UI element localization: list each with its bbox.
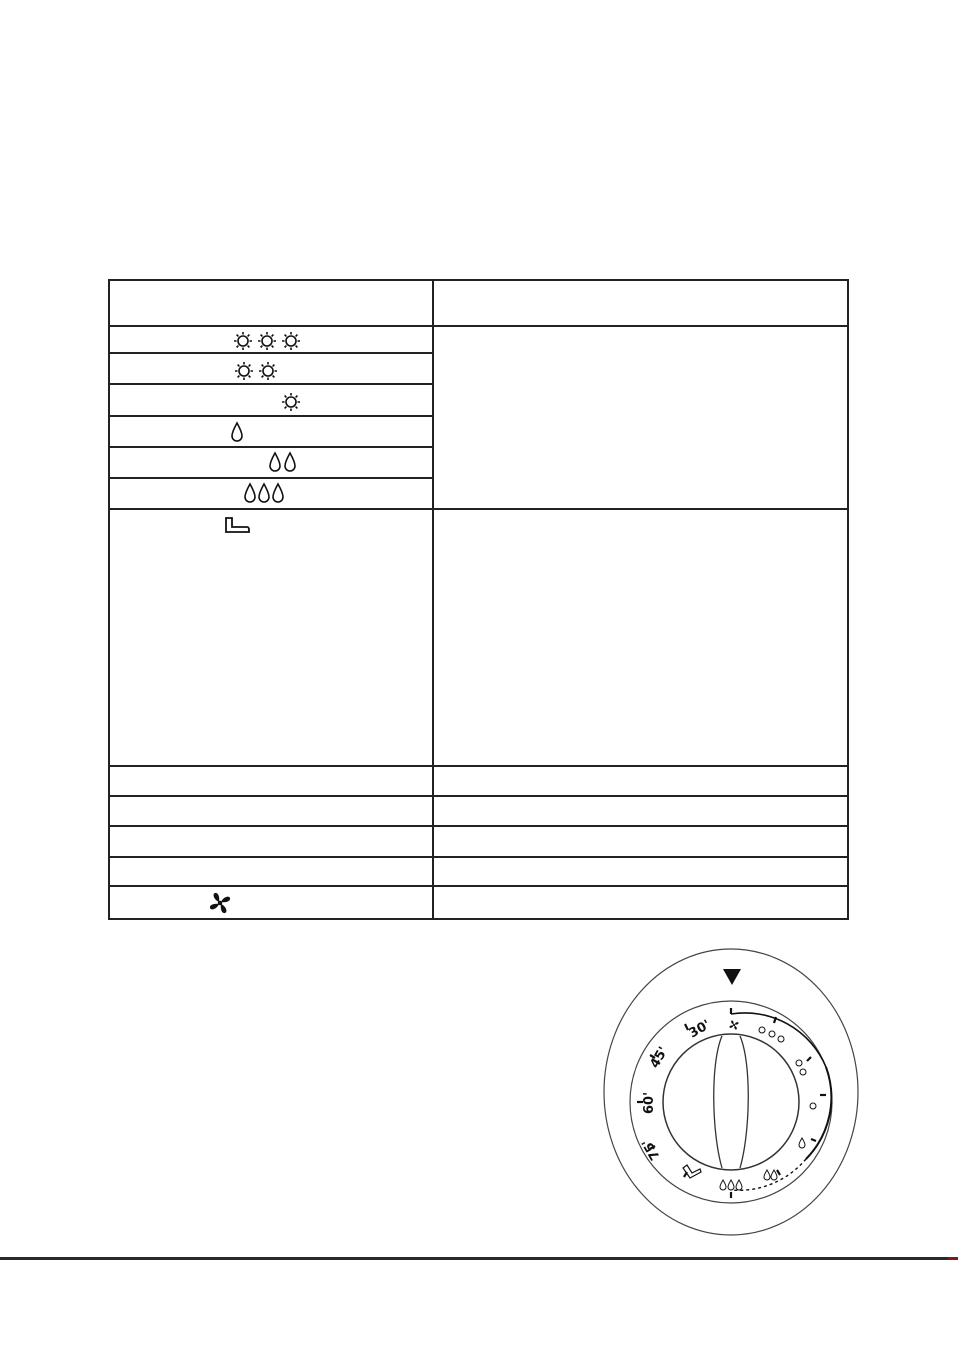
fan-icon [208, 891, 232, 915]
row-divider [110, 856, 847, 858]
row-divider [110, 765, 847, 767]
timer-dial [600, 944, 862, 1240]
row-divider [110, 825, 847, 827]
two-suns-icon [234, 361, 286, 381]
dial-time-label: 60' [642, 1091, 657, 1114]
row-divider [110, 383, 434, 385]
three-drops-icon [243, 482, 287, 504]
row-divider [110, 446, 434, 448]
one-sun-icon [281, 392, 301, 412]
dial-time-label: 45' [647, 1044, 672, 1071]
three-suns-icon [233, 331, 309, 351]
program-table [108, 279, 849, 920]
header-row-divider [110, 325, 847, 327]
two-drops-icon [268, 451, 298, 473]
column-divider [432, 281, 434, 918]
row-divider [110, 477, 434, 479]
row-divider [110, 885, 847, 887]
one-drop-icon [230, 421, 244, 443]
row-divider [110, 415, 434, 417]
dial-time-label: 30' [686, 1017, 714, 1042]
iron-icon [223, 515, 251, 535]
footer-rule-accent [948, 1257, 958, 1260]
dial-time-label: 75' [639, 1135, 664, 1163]
row-divider [110, 352, 434, 354]
footer-rule [0, 1257, 958, 1260]
row-divider [110, 508, 847, 510]
row-divider [110, 795, 847, 797]
